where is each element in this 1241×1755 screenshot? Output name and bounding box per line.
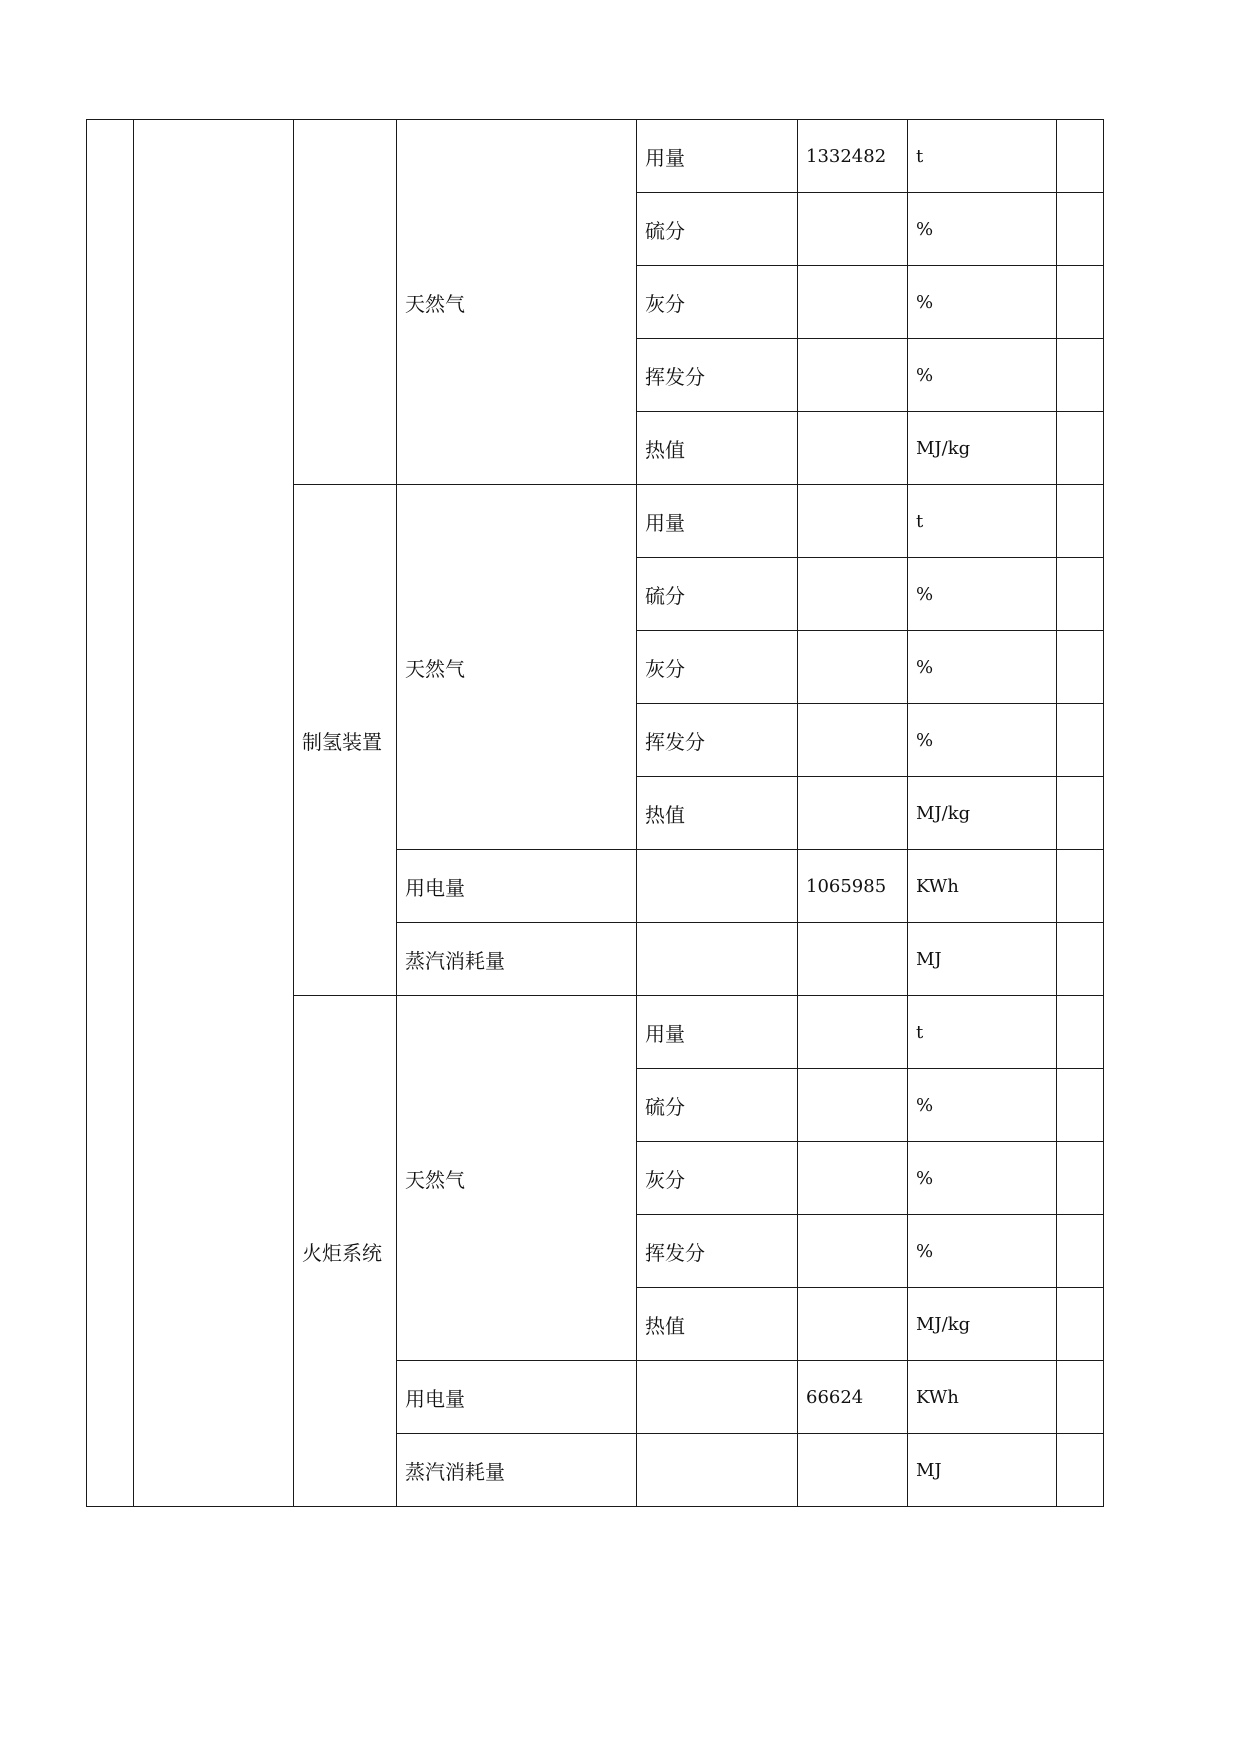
unit-cell: t	[908, 120, 1057, 193]
fuel-name-cell: 天然气	[397, 120, 637, 485]
value-cell	[798, 704, 908, 777]
item-cell: 热值	[637, 777, 798, 850]
value-cell	[798, 777, 908, 850]
unit-cell: MJ/kg	[908, 777, 1057, 850]
unit-cell: KWh	[908, 850, 1057, 923]
item-cell	[637, 923, 798, 996]
value-cell	[798, 996, 908, 1069]
item-cell: 挥发分	[637, 1215, 798, 1288]
remark-cell	[1057, 996, 1104, 1069]
item-cell: 硫分	[637, 1069, 798, 1142]
value-cell	[798, 266, 908, 339]
remark-cell	[1057, 339, 1104, 412]
value-cell	[798, 485, 908, 558]
extra-label-cell: 蒸汽消耗量	[397, 923, 637, 996]
table-row	[87, 120, 1104, 193]
item-cell: 用量	[637, 485, 798, 558]
extra-label-cell: 用电量	[397, 850, 637, 923]
unit-cell: MJ	[908, 1434, 1057, 1507]
unit-cell: t	[908, 996, 1057, 1069]
value-cell	[798, 1434, 908, 1507]
item-cell: 挥发分	[637, 704, 798, 777]
remark-cell	[1057, 558, 1104, 631]
remark-cell	[1057, 631, 1104, 704]
item-cell: 灰分	[637, 631, 798, 704]
item-cell: 硫分	[637, 193, 798, 266]
unit-cell: %	[908, 266, 1057, 339]
remark-cell	[1057, 1069, 1104, 1142]
value-cell	[798, 412, 908, 485]
unit-cell: %	[908, 339, 1057, 412]
item-cell: 灰分	[637, 266, 798, 339]
value-cell: 1065985	[798, 850, 908, 923]
value-cell	[798, 631, 908, 704]
index-cell	[87, 120, 134, 1507]
item-cell: 挥发分	[637, 339, 798, 412]
item-cell: 用量	[637, 120, 798, 193]
value-cell: 1332482	[798, 120, 908, 193]
unit-cell: %	[908, 1215, 1057, 1288]
remark-cell	[1057, 412, 1104, 485]
item-cell: 灰分	[637, 1142, 798, 1215]
remark-cell	[1057, 1215, 1104, 1288]
unit-cell: KWh	[908, 1361, 1057, 1434]
value-cell	[798, 558, 908, 631]
unit-cell: MJ/kg	[908, 412, 1057, 485]
remark-cell	[1057, 1361, 1104, 1434]
remark-cell	[1057, 923, 1104, 996]
unit-cell: %	[908, 631, 1057, 704]
unit-cell: %	[908, 558, 1057, 631]
remark-cell	[1057, 1434, 1104, 1507]
fuel-name-cell: 天然气	[397, 485, 637, 850]
device-cell: 火炬系统	[294, 996, 397, 1507]
value-cell	[798, 923, 908, 996]
remark-cell	[1057, 1288, 1104, 1361]
item-cell	[637, 1434, 798, 1507]
unit-cell: %	[908, 704, 1057, 777]
value-cell	[798, 339, 908, 412]
device-cell	[294, 120, 397, 485]
item-cell	[637, 850, 798, 923]
item-cell: 热值	[637, 412, 798, 485]
extra-label-cell: 蒸汽消耗量	[397, 1434, 637, 1507]
energy-consumption-table	[86, 119, 1104, 1507]
remark-cell	[1057, 266, 1104, 339]
remark-cell	[1057, 193, 1104, 266]
unit-cell: %	[908, 1142, 1057, 1215]
remark-cell	[1057, 1142, 1104, 1215]
fuel-name-cell: 天然气	[397, 996, 637, 1361]
category-cell	[134, 120, 294, 1507]
device-cell: 制氢装置	[294, 485, 397, 996]
remark-cell	[1057, 704, 1104, 777]
item-cell: 硫分	[637, 558, 798, 631]
item-cell: 热值	[637, 1288, 798, 1361]
value-cell	[798, 193, 908, 266]
unit-cell: MJ	[908, 923, 1057, 996]
remark-cell	[1057, 777, 1104, 850]
value-cell	[798, 1215, 908, 1288]
value-cell	[798, 1288, 908, 1361]
item-cell	[637, 1361, 798, 1434]
extra-label-cell: 用电量	[397, 1361, 637, 1434]
value-cell: 66624	[798, 1361, 908, 1434]
remark-cell	[1057, 850, 1104, 923]
item-cell: 用量	[637, 996, 798, 1069]
unit-cell: t	[908, 485, 1057, 558]
unit-cell: MJ/kg	[908, 1288, 1057, 1361]
value-cell	[798, 1142, 908, 1215]
value-cell	[798, 1069, 908, 1142]
unit-cell: %	[908, 1069, 1057, 1142]
remark-cell	[1057, 485, 1104, 558]
unit-cell: %	[908, 193, 1057, 266]
remark-cell	[1057, 120, 1104, 193]
